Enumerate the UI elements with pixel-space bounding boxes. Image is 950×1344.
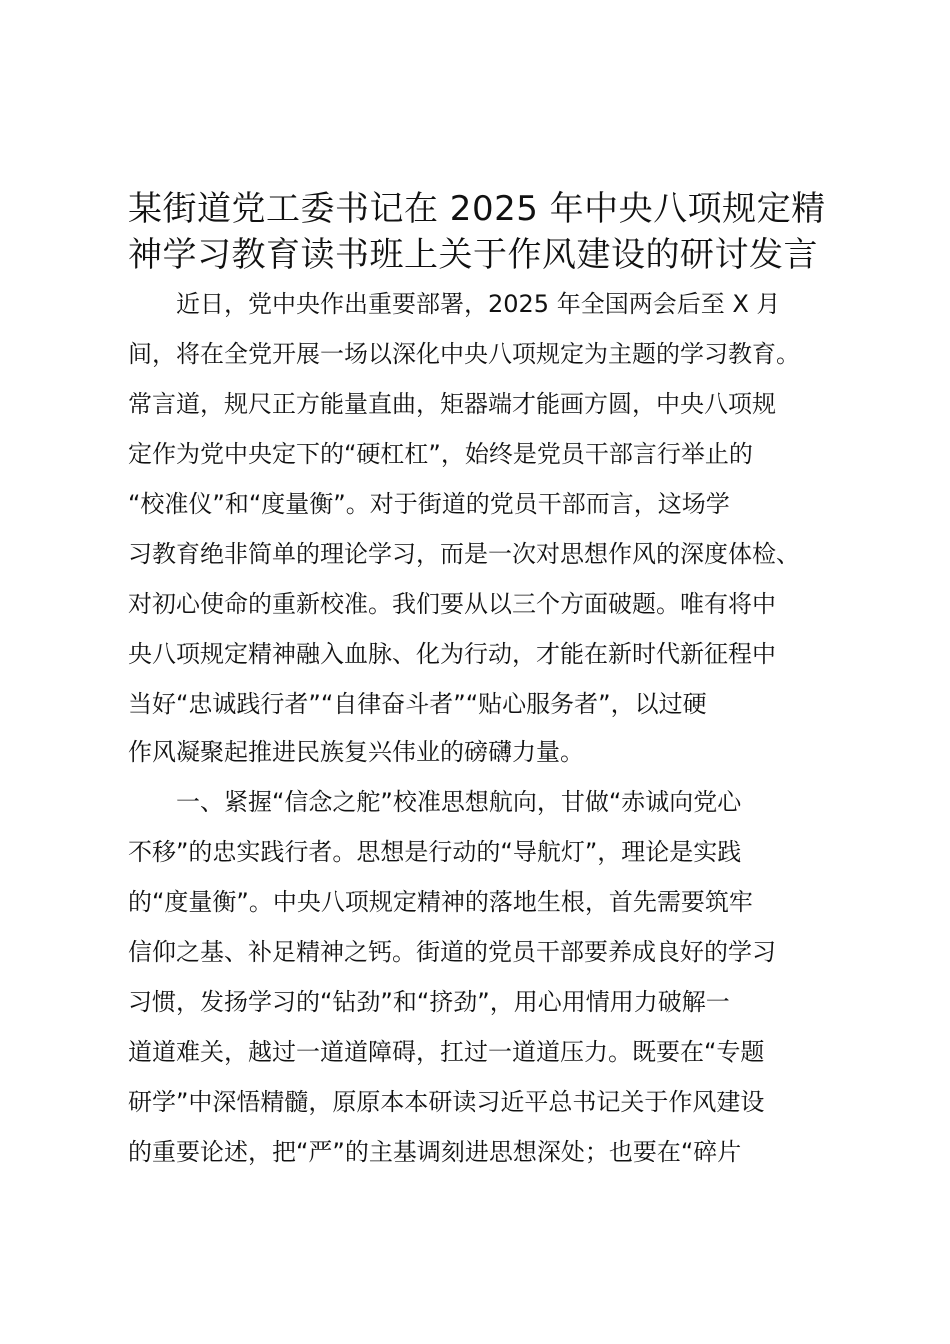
body-line-12: 不移”的忠实践行者。思想是行动的“导航灯”，理论是实践 bbox=[128, 838, 742, 866]
body-line-7: 对初心使命的重新校准。我们要从以三个方面破题。唯有将中 bbox=[128, 590, 776, 618]
body-line-3: 常言道，规尺正方能量直曲，矩器端才能画方圆，中央八项规 bbox=[128, 390, 776, 418]
document-title-line-2: 神学习教育读书班上关于作风建设的研讨发言 bbox=[128, 235, 818, 275]
body-line-2: 间，将在全党开展一场以深化中央八项规定为主题的学习教育。 bbox=[128, 340, 800, 368]
body-line-17: 研学”中深悟精髓，原原本本研读习近平总书记关于作风建设 bbox=[128, 1088, 765, 1116]
body-line-1: 近日，党中央作出重要部署，2025 年全国两会后至 X 月 bbox=[128, 290, 781, 318]
body-line-8: 央八项规定精神融入血脉、化为行动，才能在新时代新征程中 bbox=[128, 640, 776, 668]
body-line-13: 的“度量衡”。中央八项规定精神的落地生根，首先需要筑牢 bbox=[128, 888, 753, 916]
body-line-15: 习惯，发扬学习的“钻劲”和“挤劲”，用心用情用力破解一 bbox=[128, 988, 730, 1016]
body-line-5: “校准仪”和“度量衡”。对于街道的党员干部而言，这场学 bbox=[128, 490, 730, 518]
body-line-14: 信仰之基、补足精神之钙。街道的党员干部要养成良好的学习 bbox=[128, 938, 776, 966]
body-line-10: 作风凝聚起推进民族复兴伟业的磅礴力量。 bbox=[128, 738, 584, 766]
body-line-6: 习教育绝非简单的理论学习，而是一次对思想作风的深度体检、 bbox=[128, 540, 800, 568]
body-line-9: 当好“忠诚践行者”“自律奋斗者”“贴心服务者”，以过硬 bbox=[128, 690, 707, 718]
body-line-4: 定作为党中央定下的“硬杠杠”，始终是党员干部言行举止的 bbox=[128, 440, 753, 468]
body-line-11: 一、紧握“信念之舵”校准思想航向，甘做“赤诚向党心 bbox=[128, 788, 742, 816]
document-title-line-1: 某街道党工委书记在 2025 年中央八项规定精 bbox=[128, 189, 826, 229]
body-line-18: 的重要论述，把“严”的主基调刻进思想深处；也要在“碎片 bbox=[128, 1138, 742, 1166]
body-line-16: 道道难关，越过一道道障碍，扛过一道道压力。既要在“专题 bbox=[128, 1038, 765, 1066]
